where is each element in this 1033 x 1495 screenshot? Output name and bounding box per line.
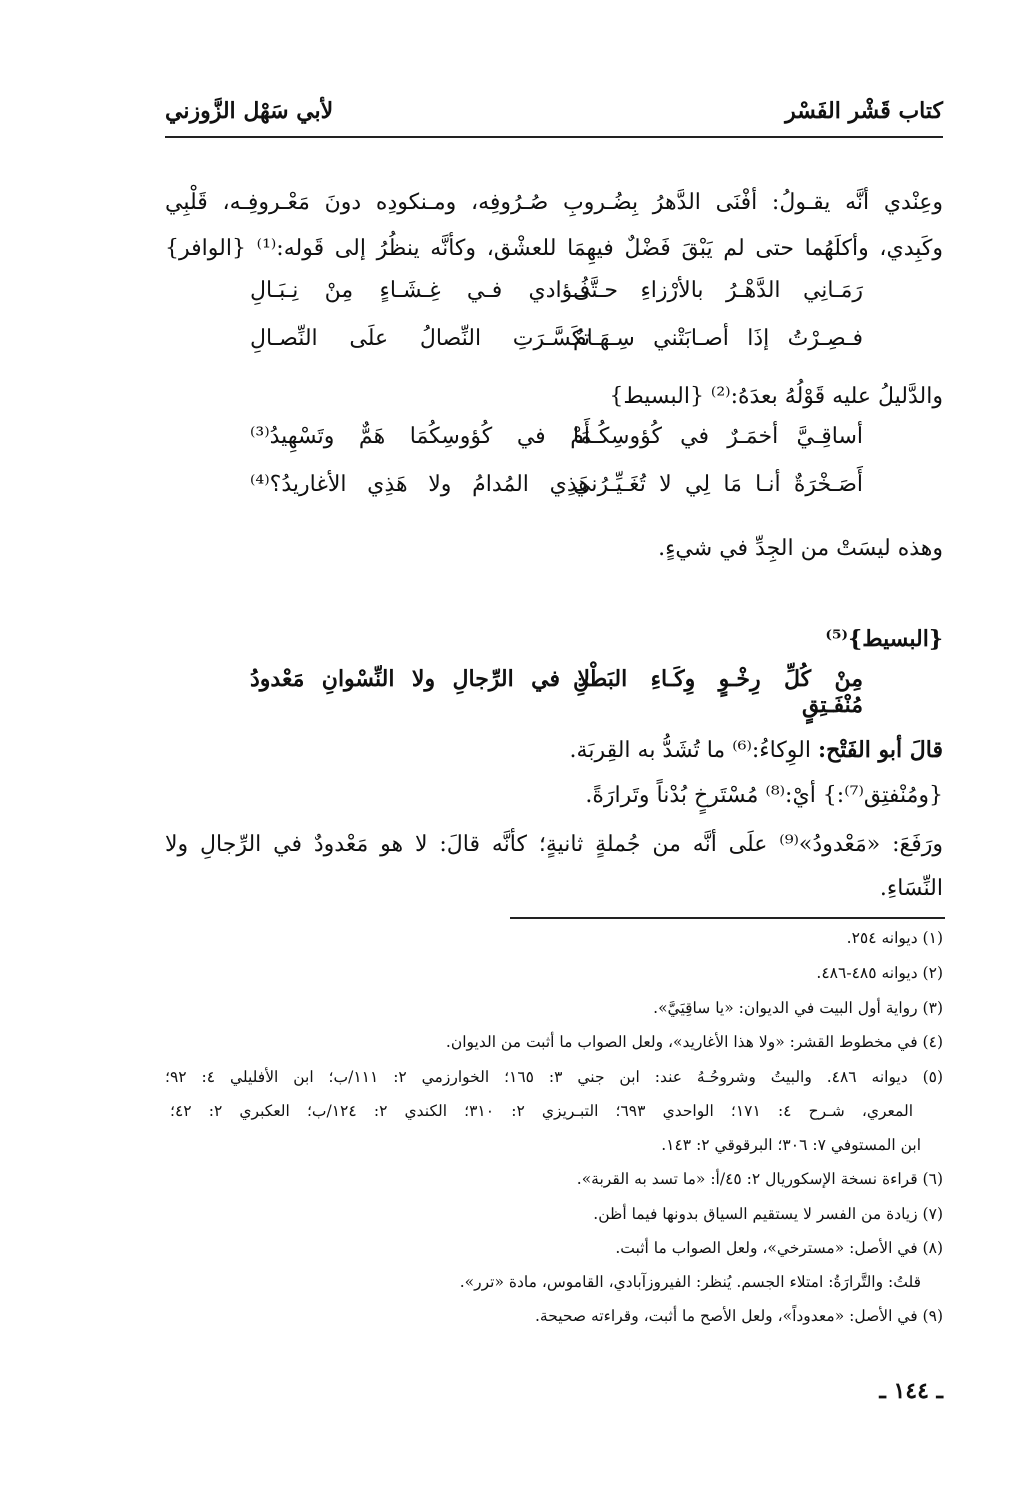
verse-1-first-hemistich: رَمَـانِي الدَّهْـرُ بالأرْزاءِ حـتَّى	[573, 278, 863, 303]
author-title: لأبي سَهْل الزَّوزني	[165, 98, 334, 124]
footnote-9: (٩) في الأصل: «معدوداً»، ولعل الأصح ما أثبت، وقراءته صحيحة.	[535, 1307, 943, 1325]
footnote-separator	[510, 917, 945, 919]
verse-1-second-hemistich: فُـؤادي فـي غِـشَـاءٍ مِنْ نِـبَـالِ	[250, 278, 590, 303]
commentary-text: الوِكاءُ:⁽⁶⁾ ما تُشَدُّ به القِربَة.	[569, 738, 811, 763]
verse-3-first-hemistich: أساقِـيَّ أخمَـرٌ في كُؤوسِكُـمَا	[573, 424, 863, 449]
paragraph-5-line-1: ورَفَعَ: «مَعْدودُ»⁽⁹⁾ علَى أنَّه من جُملةٍ ثانيةٍ؛ كأنَّه قالَ: لا هو مَعْدودٌ في الرِّجالِ ولا	[165, 832, 943, 857]
verse-4-first-hemistich: أَصَـخْرَةٌ أنـا مَا لِي لا تُغَـيِّـرُني	[573, 472, 863, 497]
commentator-name: قالَ أبو الفَتْح:	[817, 737, 943, 763]
paragraph-4: {ومُنْفتِق⁽⁷⁾:} أيْ:⁽⁸⁾ مُسْتَرخٍ بُدْناً وتَرارَةً.	[585, 783, 943, 808]
verse-2-first-hemistich: فـصِـرْتُ إذَا أصـابَتْني سِـهَـامٌ	[573, 326, 863, 351]
footnote-7: (٧) زيادة من الفسر لا يستقيم السياق بدونها فيما أظن.	[593, 1205, 943, 1223]
book-title: كتاب قَشْر الفَسْر	[785, 98, 943, 124]
verse-4-second-hemistich: هَذِي المُدامُ ولا هَذِي الأغاريدُ؟⁽⁴⁾	[250, 472, 590, 497]
footnote-3: (٣) رواية أول البيت في الديوان: «يا ساقِيَيَّ».	[653, 999, 943, 1017]
verse-5	[165, 666, 943, 718]
verse-2	[165, 326, 943, 370]
footnote-8: (٨) في الأصل: «مسترخي»، ولعل الصواب ما أثبت.	[615, 1239, 943, 1257]
verse-5-first-hemistich: مِنْ كُلِّ رِخْـوٍ وِكَـاءِ البَطْنِ مُنْفَـتِقٍ	[573, 666, 863, 718]
verse-3	[165, 424, 943, 468]
footnote-5-line-2: المعري، شـرح ٤: ١٧١؛ الواحدي ٦٩٣؛ التبـريزي ٢: ٣١٠؛ الكندي ٢: ١٢٤/ب؛ العكبري ٢: ٤٢؛	[170, 1102, 913, 1120]
meter-label: {البسيط}⁽⁵⁾	[825, 626, 943, 652]
footnote-6: (٦) قراءة نسخة الإسكوريال ٢: ٤٥/أ: «ما تسد به القربة».	[576, 1170, 943, 1188]
paragraph-1-line-2: وكَبِدي، وأكلَهُما حتى لم يَبْقَ فَضْلٌ فيهِمَا للعشْق، وكأنَّه ينظُرُ إلى قَوله:⁽¹⁾ {الوافر}	[165, 236, 944, 261]
verse-2-second-hemistich: تكَسَّـرَتِ النِّصالُ علَى النِّصـالِ	[250, 326, 590, 351]
verse-1	[165, 278, 943, 322]
paragraph-2: والدَّليلُ عليه قَوْلُهُ بعدَهُ:⁽²⁾ {البسيط}	[609, 384, 943, 409]
footnote-1: (١) ديوانه ٢٥٤.	[846, 929, 943, 947]
footnote-5-line-1: (٥) ديوانه ٤٨٦. والبيتُ وشروحُـهُ عند: ابن جني ٣: ١٦٥؛ الخوارزمي ٢: ١١١/ب؛ ابن الأفليلي ٤: ٩٢؛	[165, 1068, 944, 1086]
verse-3-second-hemistich: أَمْ في كُؤوسِكُمَا هَمٌّ وتَسْهِيدُ⁽³⁾	[250, 424, 590, 449]
footnote-4: (٤) في مخطوط القشر: «ولا هذا الأغاريد»، ولعل الصواب ما أثبت من الديوان.	[445, 1033, 943, 1051]
verse-4	[165, 472, 943, 516]
footnote-5-line-3: ابن المستوفي ٧: ٣٠٦؛ البرقوقي ٢: ١٤٣.	[661, 1136, 921, 1154]
paragraph-3: وهذه ليسَتْ من الجِدِّ في شيءٍ.	[658, 536, 943, 561]
footnote-8-continuation: قلتُ: والتَّرارَةُ: امتلاء الجسم. يُنظر: الفيروزآبادي، القاموس، مادة «ترر».	[459, 1273, 921, 1291]
page-number: ـ ١٤٤ ـ	[879, 1378, 943, 1404]
running-header	[165, 96, 943, 138]
commentary-line	[243, 727, 943, 774]
footnote-2: (٢) ديوانه ٤٨٥-٤٨٦.	[816, 964, 943, 982]
paragraph-1-line-1: وعِنْدي أنَّه يقـولُ: أفْنَى الدَّهرُ بِضُـروبِ صُـرُوفِه، ومـنكودِه دونَ مَعْـروفِـه، قَلْبِي	[165, 190, 943, 215]
verse-5-second-hemistich: لا في الرِّجالِ ولا النِّسْوانِ مَعْدودُ	[250, 666, 590, 692]
paragraph-5-line-2: النِّسَاءِ.	[879, 876, 943, 901]
